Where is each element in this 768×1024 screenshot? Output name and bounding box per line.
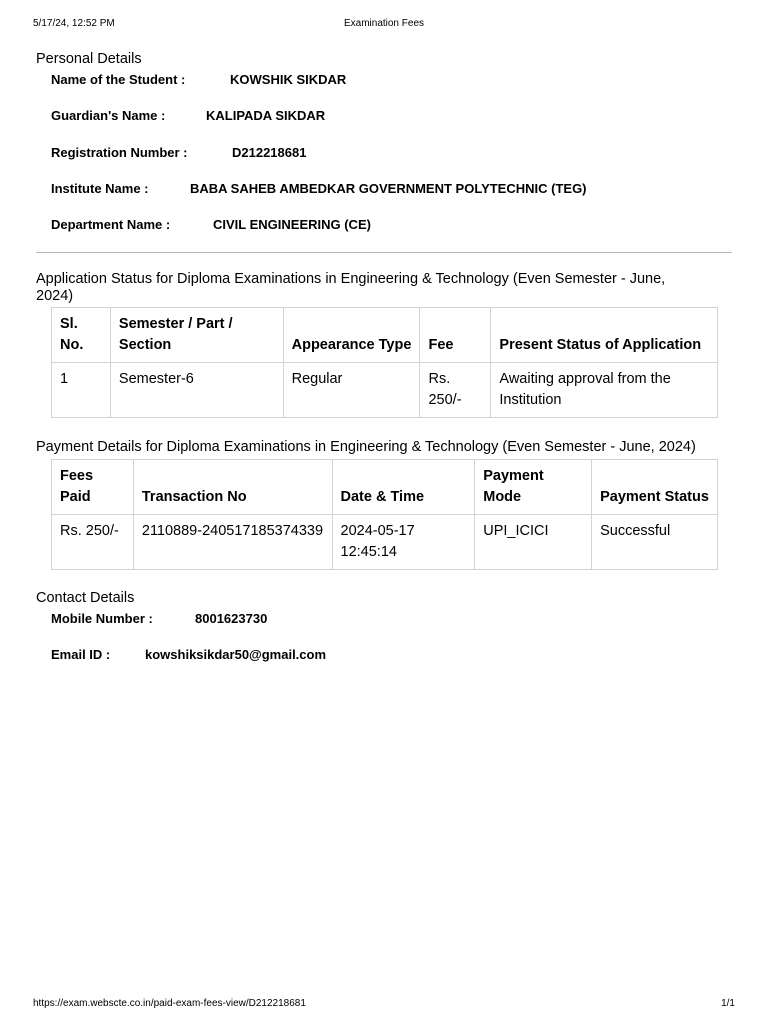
cell-fees-paid: Rs. 250/- — [52, 515, 134, 570]
col-header-payment-mode: Payment Mode — [475, 460, 592, 515]
col-header-present-status: Present Status of Application — [491, 308, 718, 363]
table-header-row — [52, 308, 718, 363]
application-status-heading — [36, 271, 736, 305]
col-header-payment-status: Payment Status — [592, 460, 718, 515]
col-header-appearance-type: Appearance Type — [283, 308, 420, 363]
table-row — [52, 515, 718, 570]
registration-number-row — [51, 145, 307, 160]
cell-payment-status: Successful — [592, 515, 718, 570]
col-header-transaction-no: Transaction No — [133, 460, 332, 515]
print-title: Examination Fees — [343, 18, 425, 29]
cell-transaction-no: 2110889-240517185374339 — [133, 515, 332, 570]
guardian-name-value: KALIPADA SIKDAR — [206, 108, 326, 123]
mobile-number-label: Mobile Number : — [51, 611, 153, 626]
cell-semester: Semester-6 — [110, 363, 283, 418]
institute-name-value: BABA SAHEB AMBEDKAR GOVERNMENT POLYTECHNIC (TEG) — [190, 181, 587, 196]
col-header-sl-no: Sl. No. — [52, 308, 111, 363]
print-footer — [0, 994, 768, 1024]
institute-name-label: Institute Name : — [51, 181, 149, 196]
registration-number-value: D212218681 — [232, 145, 307, 160]
student-name-value: KOWSHIK SIKDAR — [230, 72, 347, 87]
guardian-name-row — [51, 108, 326, 123]
application-status-table — [51, 307, 718, 418]
table-row — [52, 363, 718, 418]
registration-number-label: Registration Number : — [51, 145, 188, 160]
payment-details-table — [51, 459, 718, 570]
personal-details-heading: Personal Details — [36, 51, 142, 67]
col-header-date-time: Date & Time — [332, 460, 475, 515]
application-status-heading-line2: 2024) — [36, 288, 74, 304]
email-label: Email ID : — [51, 647, 111, 662]
col-header-semester: Semester / Part / Section — [110, 308, 283, 363]
application-status-heading-line1: Application Status for Diploma Examinations in Engineering & Technology (Even Semester - June, — [36, 271, 666, 287]
mobile-number-value: 8001623730 — [195, 611, 268, 626]
cell-appearance-type: Regular — [283, 363, 420, 418]
page-url: https://exam.webscte.co.in/paid-exam-fees-view/D212218681 — [33, 998, 306, 1009]
col-header-fees-paid: Fees Paid — [52, 460, 134, 515]
cell-present-status: Awaiting approval from the Institution — [491, 363, 718, 418]
table-header-row — [52, 460, 718, 515]
print-header — [0, 0, 768, 30]
page-number: 1/1 — [721, 998, 735, 1009]
department-name-row — [51, 217, 371, 232]
cell-fee: Rs. 250/- — [420, 363, 491, 418]
guardian-name-label: Guardian's Name : — [51, 108, 166, 123]
cell-date-time: 2024-05-17 12:45:14 — [332, 515, 475, 570]
email-row — [51, 647, 327, 662]
section-divider — [36, 252, 732, 253]
institute-name-row — [51, 181, 587, 196]
cell-payment-mode: UPI_ICICI — [475, 515, 592, 570]
department-name-value: CIVIL ENGINEERING (CE) — [213, 217, 371, 232]
department-name-label: Department Name : — [51, 217, 171, 232]
contact-details-heading: Contact Details — [36, 590, 135, 606]
student-name-row — [51, 72, 347, 87]
student-name-label: Name of the Student : — [51, 72, 186, 87]
cell-sl-no: 1 — [52, 363, 111, 418]
print-date: 5/17/24, 12:52 PM — [33, 18, 115, 29]
mobile-number-row — [51, 611, 268, 626]
payment-details-heading: Payment Details for Diploma Examinations in Engineering & Technology (Even Semester - June, 2024) — [36, 439, 696, 455]
col-header-fee: Fee — [420, 308, 491, 363]
email-value: kowshiksikdar50@gmail.com — [145, 647, 327, 662]
